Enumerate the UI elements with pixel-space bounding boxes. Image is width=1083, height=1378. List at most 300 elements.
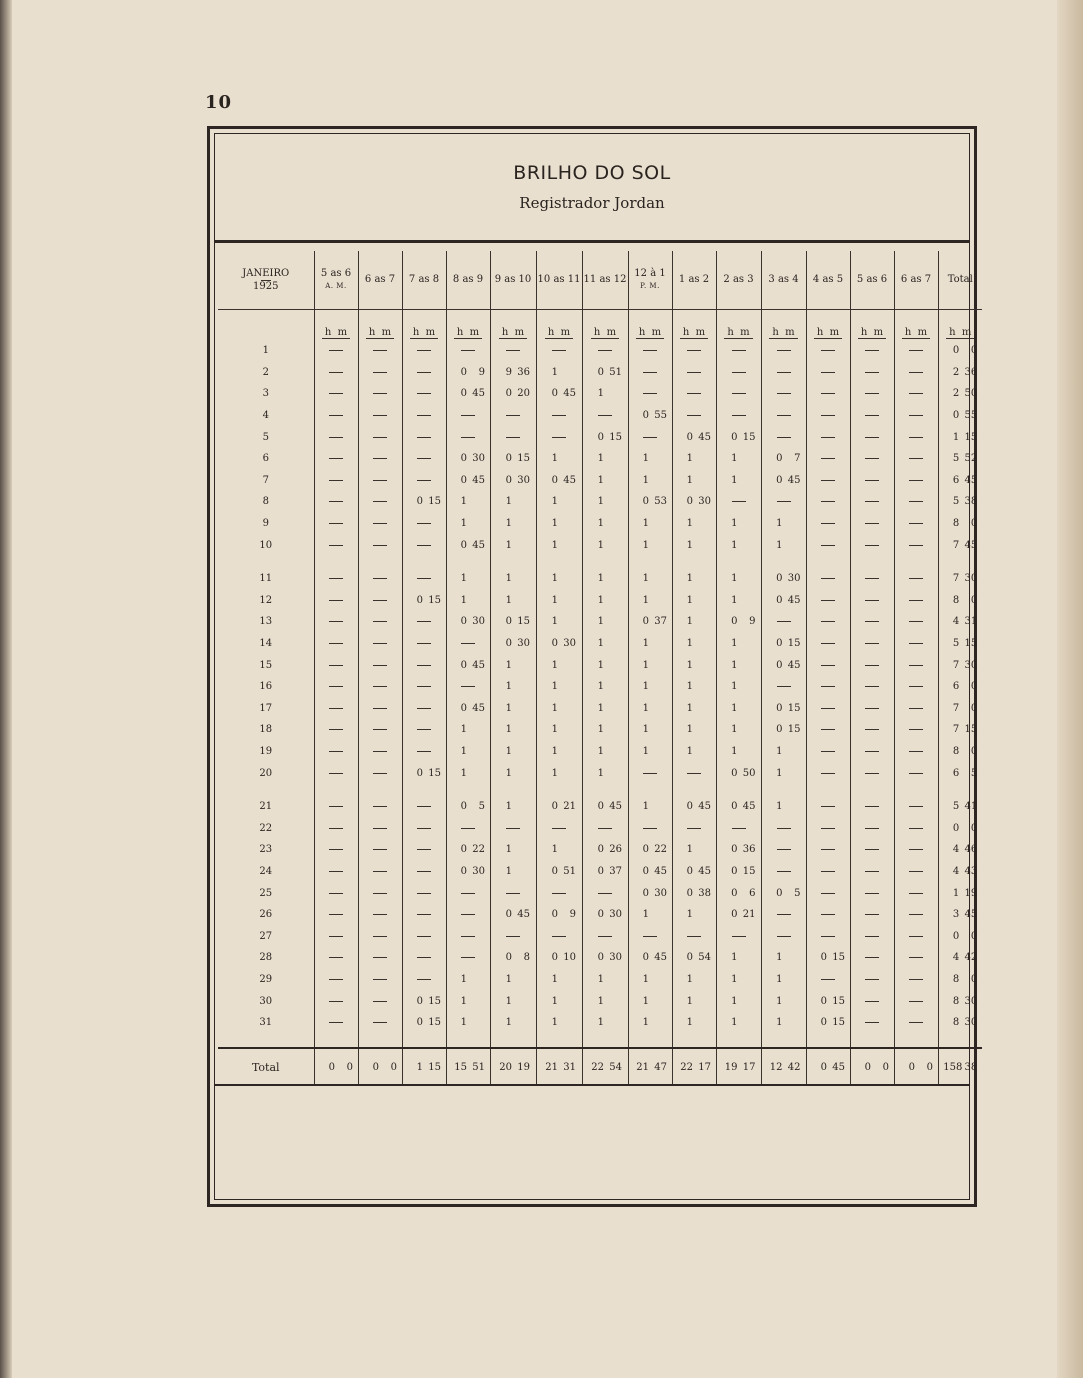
hour-cell: [402, 611, 446, 633]
day-total-cell: [938, 340, 982, 362]
minutes-value: 38: [964, 1061, 978, 1073]
time-value: [588, 801, 622, 812]
hours-value: 1: [642, 1017, 649, 1029]
time-value: [677, 573, 711, 584]
time-value: [677, 1017, 711, 1028]
hour-cell: [716, 861, 761, 883]
hours-value: 0: [820, 952, 827, 964]
hour-cell: [850, 654, 894, 676]
empty-dash: [373, 415, 387, 416]
day-cell: 17: [259, 702, 273, 714]
empty-dash: [909, 957, 923, 958]
minutes-value: 45: [563, 474, 576, 486]
hour-cell: [806, 990, 850, 1012]
time-value: [496, 844, 530, 855]
hour-cell: [582, 969, 628, 991]
hours-value: 15: [454, 1061, 467, 1073]
day-total-cell: [938, 969, 982, 991]
hour-cell: [402, 947, 446, 969]
empty-dash: [417, 643, 431, 644]
minutes-value: 22: [654, 844, 667, 856]
empty-dash: [417, 893, 431, 894]
hours-value: 1: [505, 995, 512, 1007]
hours-value: 1: [686, 474, 693, 486]
hours-value: 0: [460, 702, 467, 714]
empty-dash: [417, 458, 431, 459]
empty-dash: [909, 372, 923, 373]
minutes-value: 0: [970, 930, 978, 942]
time-value: [588, 681, 622, 692]
hour-cell: [894, 491, 938, 513]
hour-cell: [806, 654, 850, 676]
empty-dash: [417, 751, 431, 752]
hour-cell: [894, 426, 938, 448]
hour-cell: [806, 362, 850, 384]
hours-value: 0: [731, 616, 738, 628]
hour-cell: [761, 611, 806, 633]
hour-cell: [582, 925, 628, 947]
units-label: h m: [322, 327, 350, 339]
time-value: [588, 844, 622, 855]
time-value: [496, 909, 530, 920]
hours-value: 1: [686, 616, 693, 628]
hours-value: 0: [460, 801, 467, 813]
column-header: 8 as 9: [446, 251, 490, 310]
empty-dash: [417, 621, 431, 622]
hour-cell: [402, 719, 446, 741]
hours-value: 0: [505, 909, 512, 921]
time-value: [943, 1062, 977, 1073]
minutes-value: 20: [517, 388, 530, 400]
hours-value: 19: [724, 1061, 738, 1073]
hour-cell: [314, 611, 358, 633]
hour-cell: [582, 513, 628, 535]
empty-dash: [373, 600, 387, 601]
hour-cell: [806, 568, 850, 590]
grand-total-cell: [938, 1048, 982, 1085]
hour-cell: [850, 470, 894, 492]
empty-dash: [461, 893, 475, 894]
time-value: [811, 952, 845, 963]
spacer-cell: [894, 784, 938, 796]
time-value: [451, 746, 485, 757]
hours-value: 1: [597, 616, 604, 628]
hours-value: 6: [952, 767, 960, 779]
hour-cell: [806, 590, 850, 612]
hour-cell: [446, 676, 490, 698]
hour-cell: [850, 925, 894, 947]
minutes-value: 43: [964, 865, 978, 877]
separator-cell: [894, 1033, 938, 1048]
empty-dash: [687, 350, 701, 351]
empty-dash: [373, 1022, 387, 1023]
time-value: [722, 974, 756, 985]
minutes-value: 36: [742, 844, 756, 856]
empty-dash: [329, 729, 343, 730]
day-total-cell: [938, 448, 982, 470]
day-cell: 18: [259, 724, 273, 736]
minutes-value: 15: [428, 767, 441, 779]
units-label: h m: [366, 327, 394, 339]
hour-cell: [894, 861, 938, 883]
hours-value: 0: [731, 844, 738, 856]
hour-cell: [402, 990, 446, 1012]
hour-cell: [490, 1012, 536, 1034]
hours-value: 1: [460, 724, 467, 736]
hour-cell: [358, 741, 402, 763]
hours-value: 0: [642, 844, 649, 856]
minutes-value: 31: [964, 616, 978, 628]
hour-cell: [358, 762, 402, 784]
minutes-value: 45: [787, 659, 801, 671]
empty-dash: [909, 979, 923, 980]
hours-value: 1: [505, 767, 512, 779]
minutes-value: 42: [964, 952, 978, 964]
empty-dash: [417, 871, 431, 872]
table-body: [218, 310, 982, 1086]
hour-cell: [582, 362, 628, 384]
empty-dash: [732, 415, 746, 416]
day-cell: 21: [259, 801, 273, 813]
time-value: [722, 518, 756, 529]
hours-value: 0: [952, 930, 960, 942]
minutes-value: 9: [569, 909, 576, 921]
spacer-cell: [218, 556, 314, 568]
hour-cell: [446, 839, 490, 861]
hour-cell: [536, 491, 582, 513]
hours-value: 1: [597, 995, 604, 1007]
spacer-cell: [582, 784, 628, 796]
hours-value: 7: [952, 724, 960, 736]
hour-cell: [582, 741, 628, 763]
units-cell: [628, 310, 672, 341]
page-title: BRILHO DO SOL: [513, 162, 671, 184]
table-row: [218, 568, 982, 590]
hours-value: 0: [372, 1061, 379, 1073]
hours-value: 1: [597, 659, 604, 671]
minutes-value: 19: [964, 887, 978, 899]
hours-value: 1: [551, 681, 558, 693]
hour-cell: [314, 470, 358, 492]
hour-cell: [894, 817, 938, 839]
empty-dash: [598, 893, 612, 894]
empty-dash: [598, 415, 612, 416]
time-value: [496, 1062, 530, 1073]
time-value: [451, 724, 485, 735]
hour-cell: [314, 405, 358, 427]
time-value: [943, 345, 977, 356]
day-cell: 1: [262, 345, 269, 357]
empty-dash: [329, 665, 343, 666]
hour-cell: [536, 947, 582, 969]
hours-value: 0: [820, 1017, 827, 1029]
empty-dash: [821, 643, 835, 644]
minutes-value: 5: [478, 801, 485, 813]
empty-dash: [865, 957, 879, 958]
hour-cell: [536, 719, 582, 741]
day-total-cell: [938, 611, 982, 633]
hour-cell: [358, 426, 402, 448]
minutes-value: 54: [609, 1061, 622, 1073]
hours-value: 0: [686, 496, 693, 508]
hour-cell: [402, 470, 446, 492]
hours-value: 1: [731, 573, 738, 585]
hour-cell: [446, 817, 490, 839]
table-row: [218, 947, 982, 969]
minutes-value: 0: [970, 681, 978, 693]
hours-value: 0: [460, 388, 467, 400]
hour-cell: [806, 882, 850, 904]
hour-cell: [446, 405, 490, 427]
time-value: [588, 432, 622, 443]
hour-cell: [358, 676, 402, 698]
empty-dash: [329, 372, 343, 373]
minutes-value: 45: [654, 952, 667, 964]
empty-dash: [373, 393, 387, 394]
time-value: [767, 724, 801, 735]
hour-cell: [894, 969, 938, 991]
empty-dash: [506, 828, 520, 829]
hour-cell: [314, 904, 358, 926]
empty-dash: [865, 578, 879, 579]
table-row: [218, 590, 982, 612]
hours-value: 21: [636, 1061, 649, 1073]
hour-cell: [402, 904, 446, 926]
hour-cell: [894, 654, 938, 676]
empty-dash: [598, 350, 612, 351]
time-value: [451, 660, 485, 671]
empty-dash: [821, 979, 835, 980]
time-value: [767, 1062, 801, 1073]
hour-cell: [761, 817, 806, 839]
time-value: [542, 660, 576, 671]
hours-value: 1: [460, 745, 467, 757]
hours-value: 1: [551, 616, 558, 628]
time-value: [407, 996, 441, 1007]
empty-dash: [506, 437, 520, 438]
hour-cell: [402, 426, 446, 448]
separator-cell: [218, 1033, 314, 1048]
hours-value: 1: [731, 594, 738, 606]
time-value: [767, 768, 801, 779]
time-value: [588, 367, 622, 378]
minutes-value: 15: [787, 702, 801, 714]
hour-cell: [536, 741, 582, 763]
empty-dash: [417, 979, 431, 980]
day-cell: 30: [259, 995, 273, 1007]
minutes-value: 54: [698, 952, 711, 964]
column-total-cell: [536, 1048, 582, 1085]
time-value: [542, 974, 576, 985]
hour-cell: [402, 405, 446, 427]
hour-cell: [582, 590, 628, 612]
hour-cell: [314, 383, 358, 405]
units-label: h m: [545, 327, 573, 339]
hour-cell: [716, 633, 761, 655]
empty-dash: [461, 643, 475, 644]
hours-value: 1: [776, 973, 783, 985]
hour-cell: [672, 882, 716, 904]
day-cell: 4: [262, 410, 269, 422]
empty-dash: [821, 708, 835, 709]
minutes-value: 45: [472, 539, 485, 551]
minutes-value: 30: [563, 638, 576, 650]
empty-dash: [373, 372, 387, 373]
hour-cell: [716, 568, 761, 590]
hour-cell: [806, 796, 850, 818]
empty-dash: [909, 578, 923, 579]
hour-cell: [628, 340, 672, 362]
hours-value: 1: [597, 518, 604, 530]
month-header: [218, 251, 314, 310]
time-value: [451, 1062, 485, 1073]
hour-cell: [894, 990, 938, 1012]
time-value: [811, 996, 845, 1007]
hour-cell: [672, 590, 716, 612]
table-row: [218, 676, 982, 698]
minutes-value: 51: [609, 366, 622, 378]
column-header-label: 12 à 1: [634, 268, 666, 279]
hour-cell: [490, 633, 536, 655]
day-total-cell: [938, 882, 982, 904]
minutes-value: 51: [563, 865, 576, 877]
column-total-cell: [358, 1048, 402, 1085]
minutes-value: 15: [428, 1017, 441, 1029]
hours-value: 1: [460, 1017, 467, 1029]
hours-value: 1: [642, 681, 649, 693]
minutes-value: 38: [698, 887, 711, 899]
minutes-value: 45: [563, 388, 576, 400]
column-total-cell: [582, 1048, 628, 1085]
units-cell: [314, 310, 358, 341]
total-label: Total: [251, 1060, 280, 1074]
minutes-value: 30: [964, 1017, 978, 1029]
hour-cell: [628, 362, 672, 384]
time-value: [811, 1017, 845, 1028]
hour-cell: [582, 882, 628, 904]
hour-cell: [806, 839, 850, 861]
time-value: [363, 1062, 397, 1073]
empty-dash: [777, 849, 791, 850]
hours-value: 1: [551, 844, 558, 856]
time-value: [542, 616, 576, 627]
time-value: [677, 681, 711, 692]
empty-dash: [777, 621, 791, 622]
hours-value: 1: [776, 1017, 783, 1029]
time-value: [588, 518, 622, 529]
minutes-value: 45: [472, 702, 485, 714]
hours-value: 1: [731, 952, 738, 964]
hour-cell: [628, 470, 672, 492]
minutes-value: 15: [517, 453, 530, 465]
hour-cell: [358, 534, 402, 556]
hour-cell: [490, 676, 536, 698]
hour-cell: [402, 676, 446, 698]
time-value: [588, 573, 622, 584]
time-value: [496, 724, 530, 735]
hour-cell: [850, 491, 894, 513]
empty-dash: [417, 393, 431, 394]
hour-cell: [490, 611, 536, 633]
hour-cell: [850, 969, 894, 991]
spacer-cell: [490, 784, 536, 796]
table-row: [218, 383, 982, 405]
empty-dash: [687, 393, 701, 394]
empty-dash: [329, 979, 343, 980]
time-value: [407, 595, 441, 606]
hour-cell: [716, 676, 761, 698]
minutes-value: 51: [472, 1061, 485, 1073]
time-value: [677, 974, 711, 985]
spacer-cell: [628, 556, 672, 568]
minutes-value: 45: [698, 801, 711, 813]
units-cell: [806, 310, 850, 341]
hour-cell: [850, 426, 894, 448]
hour-cell: [761, 882, 806, 904]
time-value: [542, 1062, 576, 1073]
time-value: [633, 952, 667, 963]
column-header: 2 as 3: [716, 251, 761, 310]
hour-cell: [314, 861, 358, 883]
hours-value: 1: [460, 995, 467, 1007]
spacer-cell: [761, 556, 806, 568]
empty-dash: [373, 643, 387, 644]
minutes-value: 15: [832, 995, 845, 1007]
empty-dash: [821, 437, 835, 438]
time-value: [542, 703, 576, 714]
hour-cell: [716, 362, 761, 384]
hour-cell: [536, 513, 582, 535]
spacer-cell: [716, 556, 761, 568]
hour-cell: [894, 340, 938, 362]
hour-cell: [358, 796, 402, 818]
minutes-value: 30: [609, 909, 622, 921]
empty-dash: [373, 979, 387, 980]
empty-dash: [909, 501, 923, 502]
empty-dash: [461, 686, 475, 687]
hours-value: 2: [952, 366, 960, 378]
spacer-cell: [938, 784, 982, 796]
hours-value: 1: [597, 388, 604, 400]
hour-cell: [582, 491, 628, 513]
minutes-value: 45: [472, 388, 485, 400]
hours-value: 8: [952, 518, 960, 530]
hour-cell: [761, 491, 806, 513]
day-cell: 22: [259, 822, 273, 834]
table-row: [218, 1012, 982, 1034]
time-value: [943, 573, 977, 584]
hour-cell: [446, 947, 490, 969]
hours-value: 1: [776, 539, 783, 551]
empty-dash: [865, 806, 879, 807]
hours-value: 20: [499, 1061, 512, 1073]
hours-value: 0: [776, 453, 783, 465]
bottom-divider: [215, 1084, 969, 1086]
pm-label: P. M.: [640, 282, 660, 290]
hour-cell: [806, 491, 850, 513]
day-total-cell: [938, 839, 982, 861]
hours-value: 1: [731, 453, 738, 465]
time-value: [633, 453, 667, 464]
empty-dash: [821, 545, 835, 546]
hours-value: 0: [776, 474, 783, 486]
hour-cell: [894, 719, 938, 741]
empty-dash: [598, 828, 612, 829]
hours-value: 1: [460, 496, 467, 508]
hours-value: 1: [551, 539, 558, 551]
empty-dash: [821, 415, 835, 416]
hour-cell: [582, 719, 628, 741]
